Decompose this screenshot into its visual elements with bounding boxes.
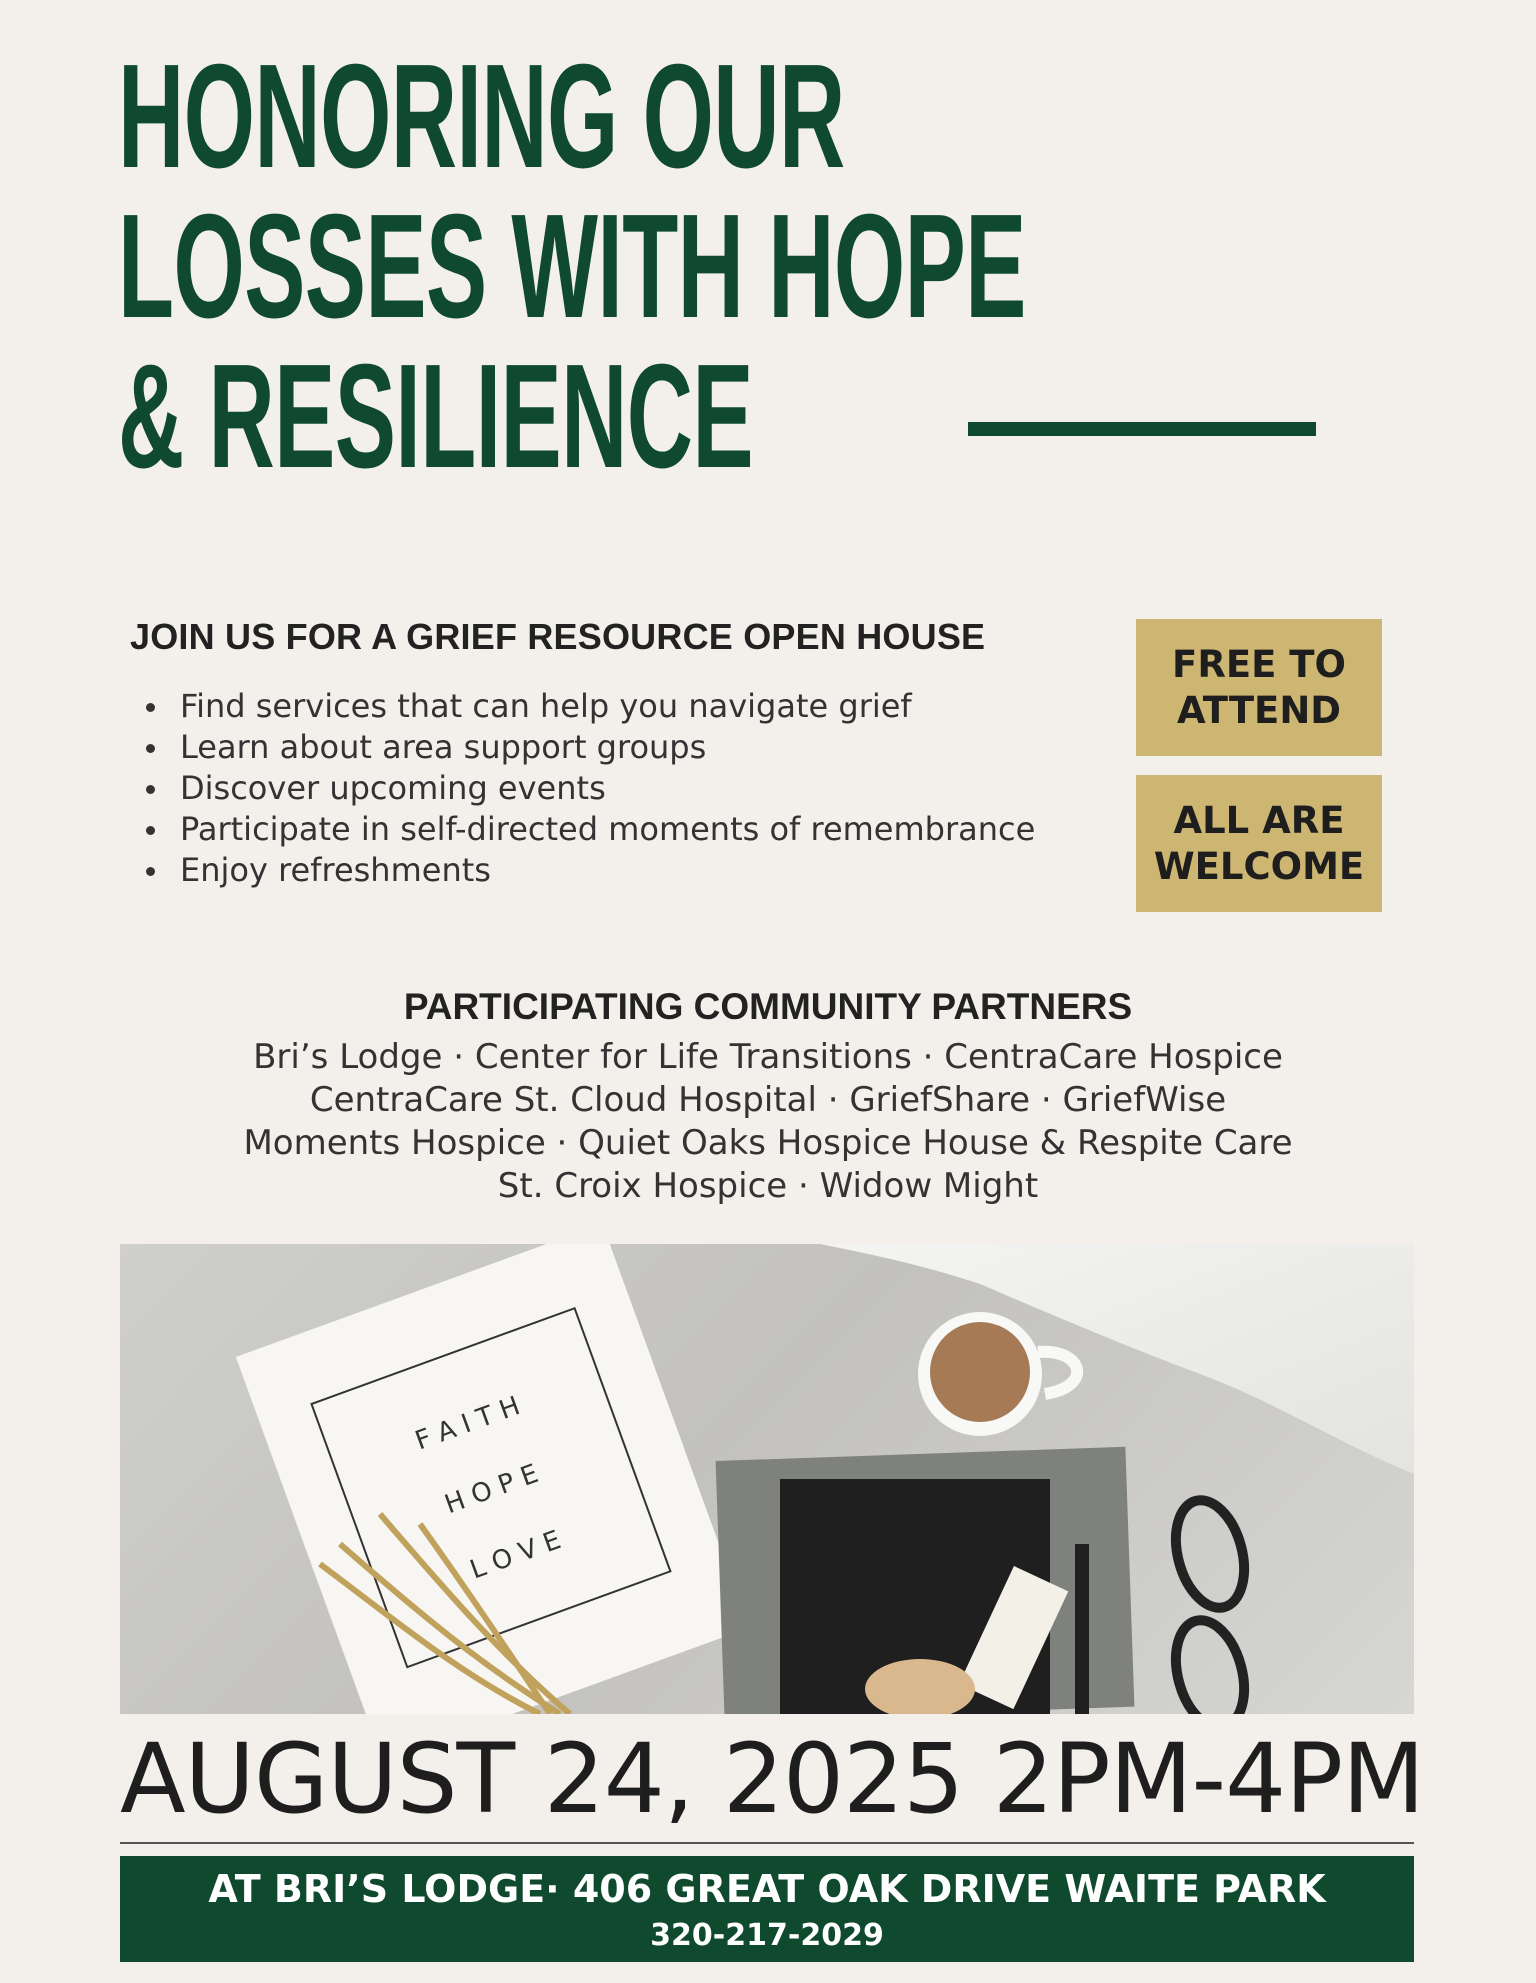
all-welcome-badge <box>1136 775 1382 912</box>
event-date-time: AUGUST 24, 2025 2PM-4PM <box>120 1723 1424 1835</box>
list-item: Enjoy refreshments <box>140 850 1035 891</box>
coffee-cup <box>918 1312 1077 1436</box>
pen <box>1075 1544 1089 1714</box>
partners-line: Bri’s Lodge · Center for Life Transitions · CentraCare Hospice <box>253 1037 1283 1077</box>
date-divider <box>120 1842 1414 1844</box>
still-life-photo <box>120 1244 1414 1714</box>
list-item: Discover upcoming events <box>140 768 1035 809</box>
venue-address: AT BRI’S LODGE· 406 GREAT OAK DRIVE WAITE PARK <box>208 1867 1326 1911</box>
free-to-attend-label: FREE TO ATTEND <box>1172 642 1346 732</box>
photo-illustration <box>120 1244 1414 1714</box>
title-accent-rule <box>968 422 1316 436</box>
cloth-shape <box>820 1244 1414 1474</box>
contact-phone: 320-217-2029 <box>650 1918 884 1953</box>
title-line-3: & RESILIENCE <box>118 334 753 499</box>
title-line-1: HONORING OUR <box>118 34 845 199</box>
partners-heading: PARTICIPATING COMMUNITY PARTNERS <box>403 986 1133 1027</box>
partners-line: St. Croix Hospice · Widow Might <box>497 1166 1039 1206</box>
location-footer <box>120 1856 1414 1962</box>
partners-line: Moments Hospice · Quiet Oaks Hospice House & Respite Care <box>243 1123 1293 1163</box>
all-welcome-label: ALL ARE WELCOME <box>1153 798 1365 888</box>
card-text-line: L O V E <box>466 1525 565 1586</box>
card-text-line: H O P E <box>440 1458 543 1521</box>
event-benefits-list <box>140 686 1035 891</box>
card-text-line: F A I T H <box>411 1391 524 1457</box>
list-item: Participate in self-directed moments of remembrance <box>140 809 1035 850</box>
flyer-title <box>118 34 1026 499</box>
free-to-attend-badge <box>1136 619 1382 756</box>
partners-line: CentraCare St. Cloud Hospital · GriefShare · GriefWise <box>309 1080 1227 1120</box>
title-line-2: LOSSES WITH HOPE <box>118 184 1026 349</box>
partners-list <box>0 1036 1536 1208</box>
list-item: Find services that can help you navigate grief <box>140 686 1035 727</box>
eyeglasses <box>1165 1493 1255 1714</box>
list-item: Learn about area support groups <box>140 727 1035 768</box>
open-house-heading: JOIN US FOR A GRIEF RESOURCE OPEN HOUSE <box>130 616 986 657</box>
